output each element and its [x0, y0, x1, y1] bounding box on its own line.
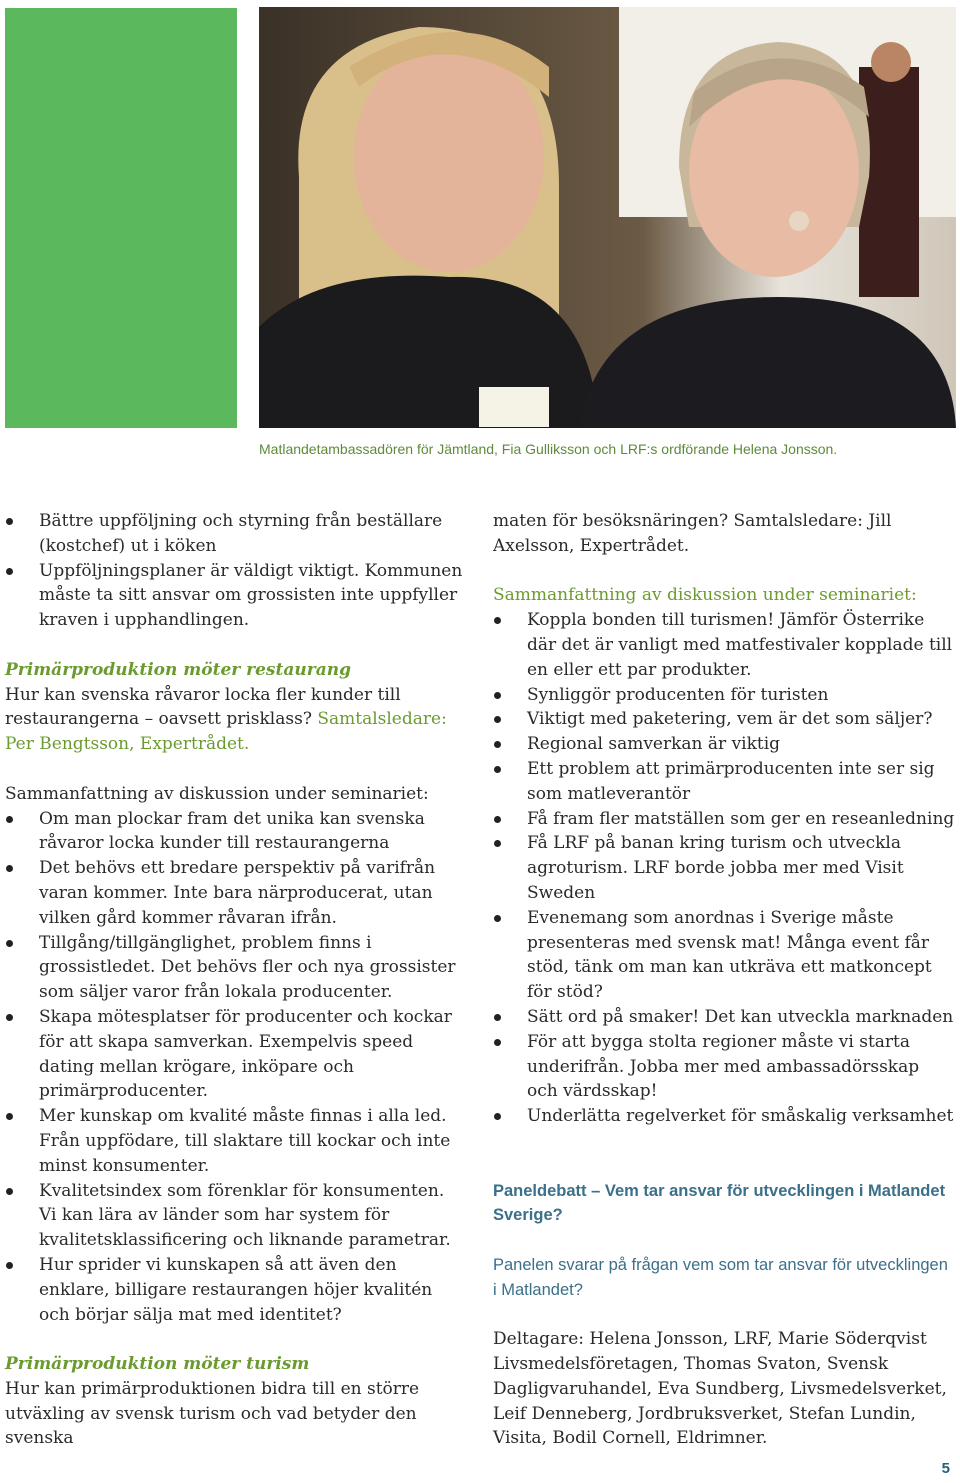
section-intro-continued: maten för besöksnäringen? Samtalsledare: Jill Axelsson, Expertrådet. [493, 511, 892, 556]
left-column [5, 509, 467, 1451]
list-item: Bättre uppföljning och styrning från beställare (kostchef) ut i köken [5, 509, 467, 559]
panel-heading: Paneldebatt – Vem tar ansvar för utvecklingen i Matlandet Sverige? [493, 1181, 946, 1225]
list-item: Regional samverkan är viktig [493, 732, 955, 757]
summary-bullet-list [493, 608, 955, 1129]
list-item: Underlätta regelverket för småskalig verksamhet [493, 1104, 955, 1129]
section-heading-restaurang: Primärproduktion möter restaurang [5, 659, 351, 680]
panel-intro: Panelen svarar på frågan vem som tar ansvar för utvecklingen i Matlandet? [493, 1255, 948, 1299]
section-heading-turism: Primärproduktion möter turism [5, 1354, 310, 1375]
list-item: Viktigt med paketering, vem är det som säljer? [493, 707, 955, 732]
portrait-photo [259, 7, 956, 428]
list-item: Tillgång/tillgänglighet, problem finns i grossistledet. Det behövs fler och nya grossister som säljer varor från lokala producenter. [5, 931, 467, 1005]
list-item: Synliggör producenten för turisten [493, 683, 955, 708]
green-color-block [5, 8, 237, 428]
panel-participants: Deltagare: Helena Jonsson, LRF, Marie Söderqvist Livsmedelsföretagen, Thomas Svaton, Svensk Dagligvaruhandel, Eva Sundberg, Livsmedelsverket, Leif Denneberg, Jordbruksverket, Stefan Lundin, Visita, Bodil Cornell, Eldrimner. [493, 1329, 947, 1449]
list-item: Om man plockar fram det unika kan svenska råvaror locka kunder till restaurangerna [5, 807, 467, 857]
list-item: Det behövs ett bredare perspektiv på varifrån varan kommer. Inte bara närproducerat, utan vilken gård kommer råvaran ifrån. [5, 856, 467, 930]
page-number: 5 [941, 1460, 950, 1477]
list-item: Ett problem att primärproducenten inte ser sig som matleverantör [493, 757, 955, 807]
list-item: Evenemang som anordnas i Sverige måste presenteras med svensk mat! Många event får stöd, tänk om man kan utkräva ett matkoncept för stöd? [493, 906, 955, 1005]
list-item: Koppla bonden till turismen! Jämför Österrike där det är vanligt med matfestivaler kopplade till en eller ett par produkter. [493, 608, 955, 682]
list-item: För att bygga stolta regioner måste vi starta underifrån. Jobba mer med ambassadörsskap och värdsskap! [493, 1030, 955, 1104]
list-item: Få LRF på banan kring turism och utveckla agroturism. LRF borde jobba mer med Visit Sweden [493, 831, 955, 905]
summary-label: Sammanfattning av diskussion under seminariet: [5, 783, 429, 804]
photo-caption: Matlandetambassadören för Jämtland, Fia Gulliksson och LRF:s ordförande Helena Jonsson. [259, 441, 838, 457]
list-item: Mer kunskap om kvalité måste finnas i alla led. Från uppfödare, till slaktare till kockar och inte minst konsumenter. [5, 1104, 467, 1178]
list-item: Skapa mötesplatser för producenter och kockar för att skapa samverkan. Exempelvis speed dating mellan krögare, inköpare och primärproducenter. [5, 1005, 467, 1104]
list-item: Hur sprider vi kunskapen så att även den enklare, billigare restaurangen höjer kvalitén och börjar sälja mat med identitet? [5, 1253, 467, 1327]
moderator-text: Samtalsledare: Per Bengtsson, Expertrådet. [5, 709, 447, 755]
list-item: Få fram fler matställen som ger en reseanledning [493, 807, 955, 832]
top-bullet-list [5, 509, 467, 633]
section-intro: Hur kan primärproduktionen bidra till en större utväxling av svensk turism och vad betyder den svenska [5, 1378, 420, 1449]
summary-label: Sammanfattning av diskussion under seminariet: [493, 585, 917, 606]
summary-bullet-list [5, 807, 467, 1328]
moderator-text: Samtalsledare: Jill Axelsson, Expertrådet. [493, 511, 892, 556]
list-item: Sätt ord på smaker! Det kan utveckla marknaden [493, 1005, 955, 1030]
right-column [493, 509, 955, 1451]
list-item: Uppföljningsplaner är väldigt viktigt. Kommunen måste ta sitt ansvar om grossisten inte uppfyller kraven i upphandlingen. [5, 559, 467, 633]
section-intro: Hur kan svenska råvaror locka fler kunder till restaurangerna – oavsett prisklass? Samtalsledare: Per Bengtsson, Expertrådet. [5, 684, 447, 755]
list-item: Kvalitetsindex som förenklar för konsumenten. Vi kan lära av länder som har system för kvalitetsklassificering och liknande parametrar. [5, 1179, 467, 1253]
